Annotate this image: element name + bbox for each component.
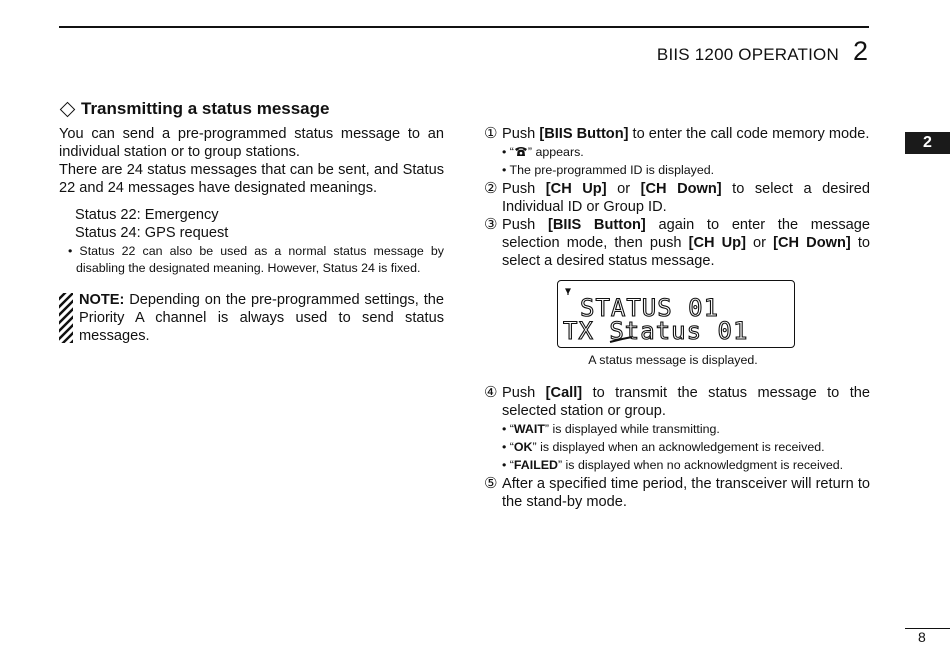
count-paragraph: There are 24 status messages that can be sent, and Status 22 and 24 messages have designated meanings.: [59, 162, 444, 196]
note-label: NOTE:: [79, 292, 125, 308]
step-1: [484, 125, 870, 143]
status-24-line: Status 24: GPS request: [75, 225, 229, 241]
note-hatch-icon: [59, 293, 73, 343]
page-number: 8: [918, 629, 926, 645]
section-title-text: Transmitting a status message: [81, 99, 330, 118]
bottom-rule: [905, 628, 950, 629]
step-4: [484, 384, 870, 420]
step-4-number: ④: [484, 384, 498, 401]
lcd-display: [557, 280, 795, 348]
page-header: [657, 36, 868, 67]
phone-icon: [514, 146, 528, 157]
status-note-bullet: • Status 22 can also be used as a normal status message by disabling the designated meaning. However, Status 24 is fixed.: [68, 244, 444, 275]
chapter-number: 2: [852, 36, 868, 66]
lcd-screen: [558, 281, 794, 347]
status-22-line: Status 22: Emergency: [75, 207, 219, 223]
step-2: [484, 180, 870, 216]
step-2-number: ②: [484, 180, 498, 197]
step-3-number: ③: [484, 216, 498, 233]
step-1-number: ①: [484, 125, 498, 142]
step-5-text: After a specified time period, the transceiver will return to the stand-by mode.: [502, 476, 870, 510]
intro-paragraph: You can send a pre-programmed status message to an individual station or to group stations.: [59, 126, 444, 160]
chapter-tab: 2: [905, 132, 950, 154]
step-5-number: ⑤: [484, 475, 498, 492]
header-title: BIIS 1200 OPERATION: [656, 45, 839, 64]
lcd-figure: [557, 280, 795, 369]
step-1-sub-2: • The pre-programmed ID is displayed.: [502, 163, 715, 177]
lcd-line-2: TX Status 01: [563, 317, 749, 345]
step-4-sub-2: • “OK” is displayed when an acknowledgement is received.: [502, 440, 825, 454]
step-5: [484, 475, 870, 511]
step-4-sub-3: • “FAILED” is displayed when no acknowledgment is received.: [502, 458, 844, 472]
step-3-text: Push [BIIS Button] again to enter the message selection mode, then push [CH Up] or [CH Down] to select a desired status message.: [502, 217, 871, 269]
lcd-caption: A status message is displayed.: [588, 353, 758, 367]
step-1-text: Push [BIIS Button] to enter the call code memory mode.: [502, 126, 870, 142]
diamond-icon: [60, 101, 76, 117]
step-4-sub-1: • “WAIT” is displayed while transmitting.: [502, 422, 720, 436]
antenna-icon: [566, 289, 570, 295]
status-list: [75, 206, 444, 242]
step-4-text: Push [Call] to transmit the status message to the selected station or group.: [502, 385, 870, 419]
lcd-line-1: STATUS 01: [580, 294, 720, 322]
note-text: Depending on the pre-programmed settings, the Priority A channel is always used to send status messages.: [79, 292, 444, 344]
top-rule: [59, 26, 869, 28]
step-2-text: Push [CH Up] or [CH Down] to select a desired Individual ID or Group ID.: [502, 181, 871, 215]
step-3: [484, 216, 870, 270]
note-block: [59, 291, 444, 345]
right-column: [484, 125, 870, 511]
left-column: [59, 100, 444, 345]
step-1-sub-1: • “ ” appears.: [502, 145, 584, 159]
section-title: [59, 100, 444, 118]
